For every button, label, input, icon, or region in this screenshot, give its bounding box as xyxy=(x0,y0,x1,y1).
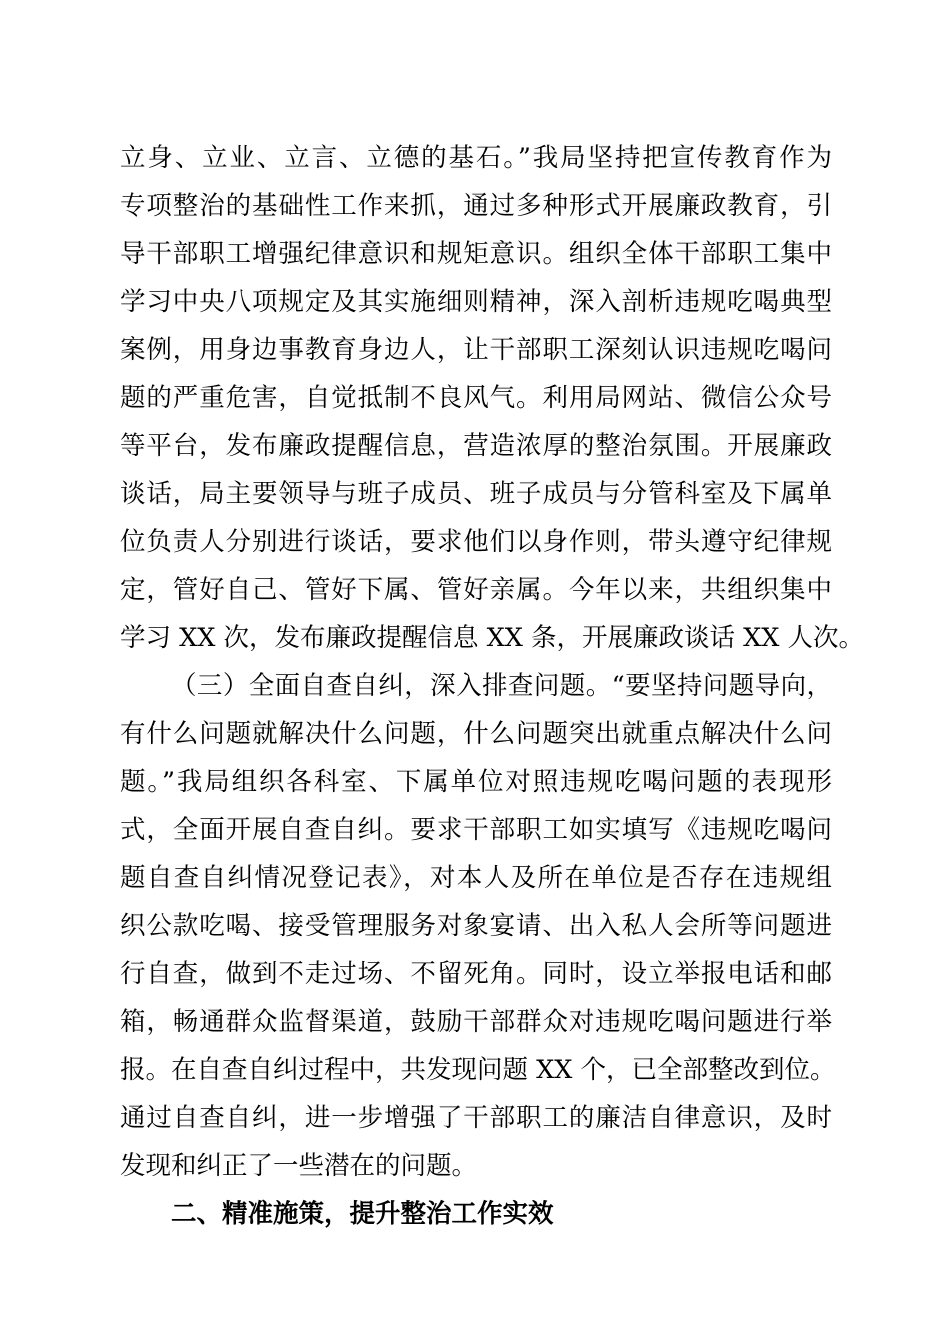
paragraph-2-line-4: 式，全面开展自查自纠。要求干部职工如实填写《违规吃喝问 xyxy=(120,815,832,845)
paragraph-2-line-9: 报。在自查自纠过程中，共发现问题 XX 个，已全部整改到位。 xyxy=(120,1055,836,1085)
paragraph-1-line-4: 学习中央八项规定及其实施细则精神，深入剖析违规吃喝典型 xyxy=(120,287,832,317)
paragraph-2-line-5: 题自查自纠情况登记表》，对本人及所在单位是否存在违规组 xyxy=(120,863,832,893)
paragraph-2-line-7: 行自查，做到不走过场、不留死角。同时，设立举报电话和邮 xyxy=(120,959,832,989)
paragraph-1-line-8: 谈话，局主要领导与班子成员、班子成员与分管科室及下属单 xyxy=(120,479,832,509)
paragraph-2-line-6: 织公款吃喝、接受管理服务对象宴请、出入私人会所等问题进 xyxy=(120,911,832,941)
paragraph-2-line-10: 通过自查自纠，进一步增强了干部职工的廉洁自律意识，及时 xyxy=(120,1103,832,1133)
paragraph-1-line-5: 案例，用身边事教育身边人，让干部职工深刻认识违规吃喝问 xyxy=(120,335,832,365)
paragraph-2-line-11: 发现和纠正了一些潜在的问题。 xyxy=(120,1151,478,1181)
paragraph-2-line-8: 箱，畅通群众监督渠道，鼓励干部群众对违规吃喝问题进行举 xyxy=(120,1007,832,1037)
paragraph-2-line-2: 有什么问题就解决什么问题，什么问题突出就重点解决什么问 xyxy=(120,719,832,749)
paragraph-1-line-2: 专项整治的基础性工作来抓，通过多种形式开展廉政教育，引 xyxy=(120,191,832,221)
paragraph-1-line-1: 立身、立业、立言、立德的基石。”我局坚持把宣传教育作为 xyxy=(120,143,832,173)
paragraph-1-line-10: 定，管好自己、管好下属、管好亲属。今年以来，共组织集中 xyxy=(120,575,832,605)
section-heading: 二、精准施策，提升整治工作实效 xyxy=(171,1199,554,1229)
paragraph-1-line-9: 位负责人分别进行谈话，要求他们以身作则，带头遵守纪律规 xyxy=(120,527,832,557)
paragraph-1-line-11: 学习 XX 次，发布廉政提醒信息 XX 条，开展廉政谈话 XX 人次。 xyxy=(120,623,865,653)
paragraph-1-line-7: 等平台，发布廉政提醒信息，营造浓厚的整治氛围。开展廉政 xyxy=(120,431,832,461)
paragraph-2-line-3: 题。”我局组织各科室、下属单位对照违规吃喝问题的表现形 xyxy=(120,767,832,797)
paragraph-1-line-6: 题的严重危害，自觉抵制不良风气。利用局网站、微信公众号 xyxy=(120,383,832,413)
paragraph-1-line-3: 导干部职工增强纪律意识和规矩意识。组织全体干部职工集中 xyxy=(120,239,832,269)
paragraph-2-line-1: （三）全面自查自纠，深入排查问题。“要坚持问题导向， xyxy=(171,671,832,701)
